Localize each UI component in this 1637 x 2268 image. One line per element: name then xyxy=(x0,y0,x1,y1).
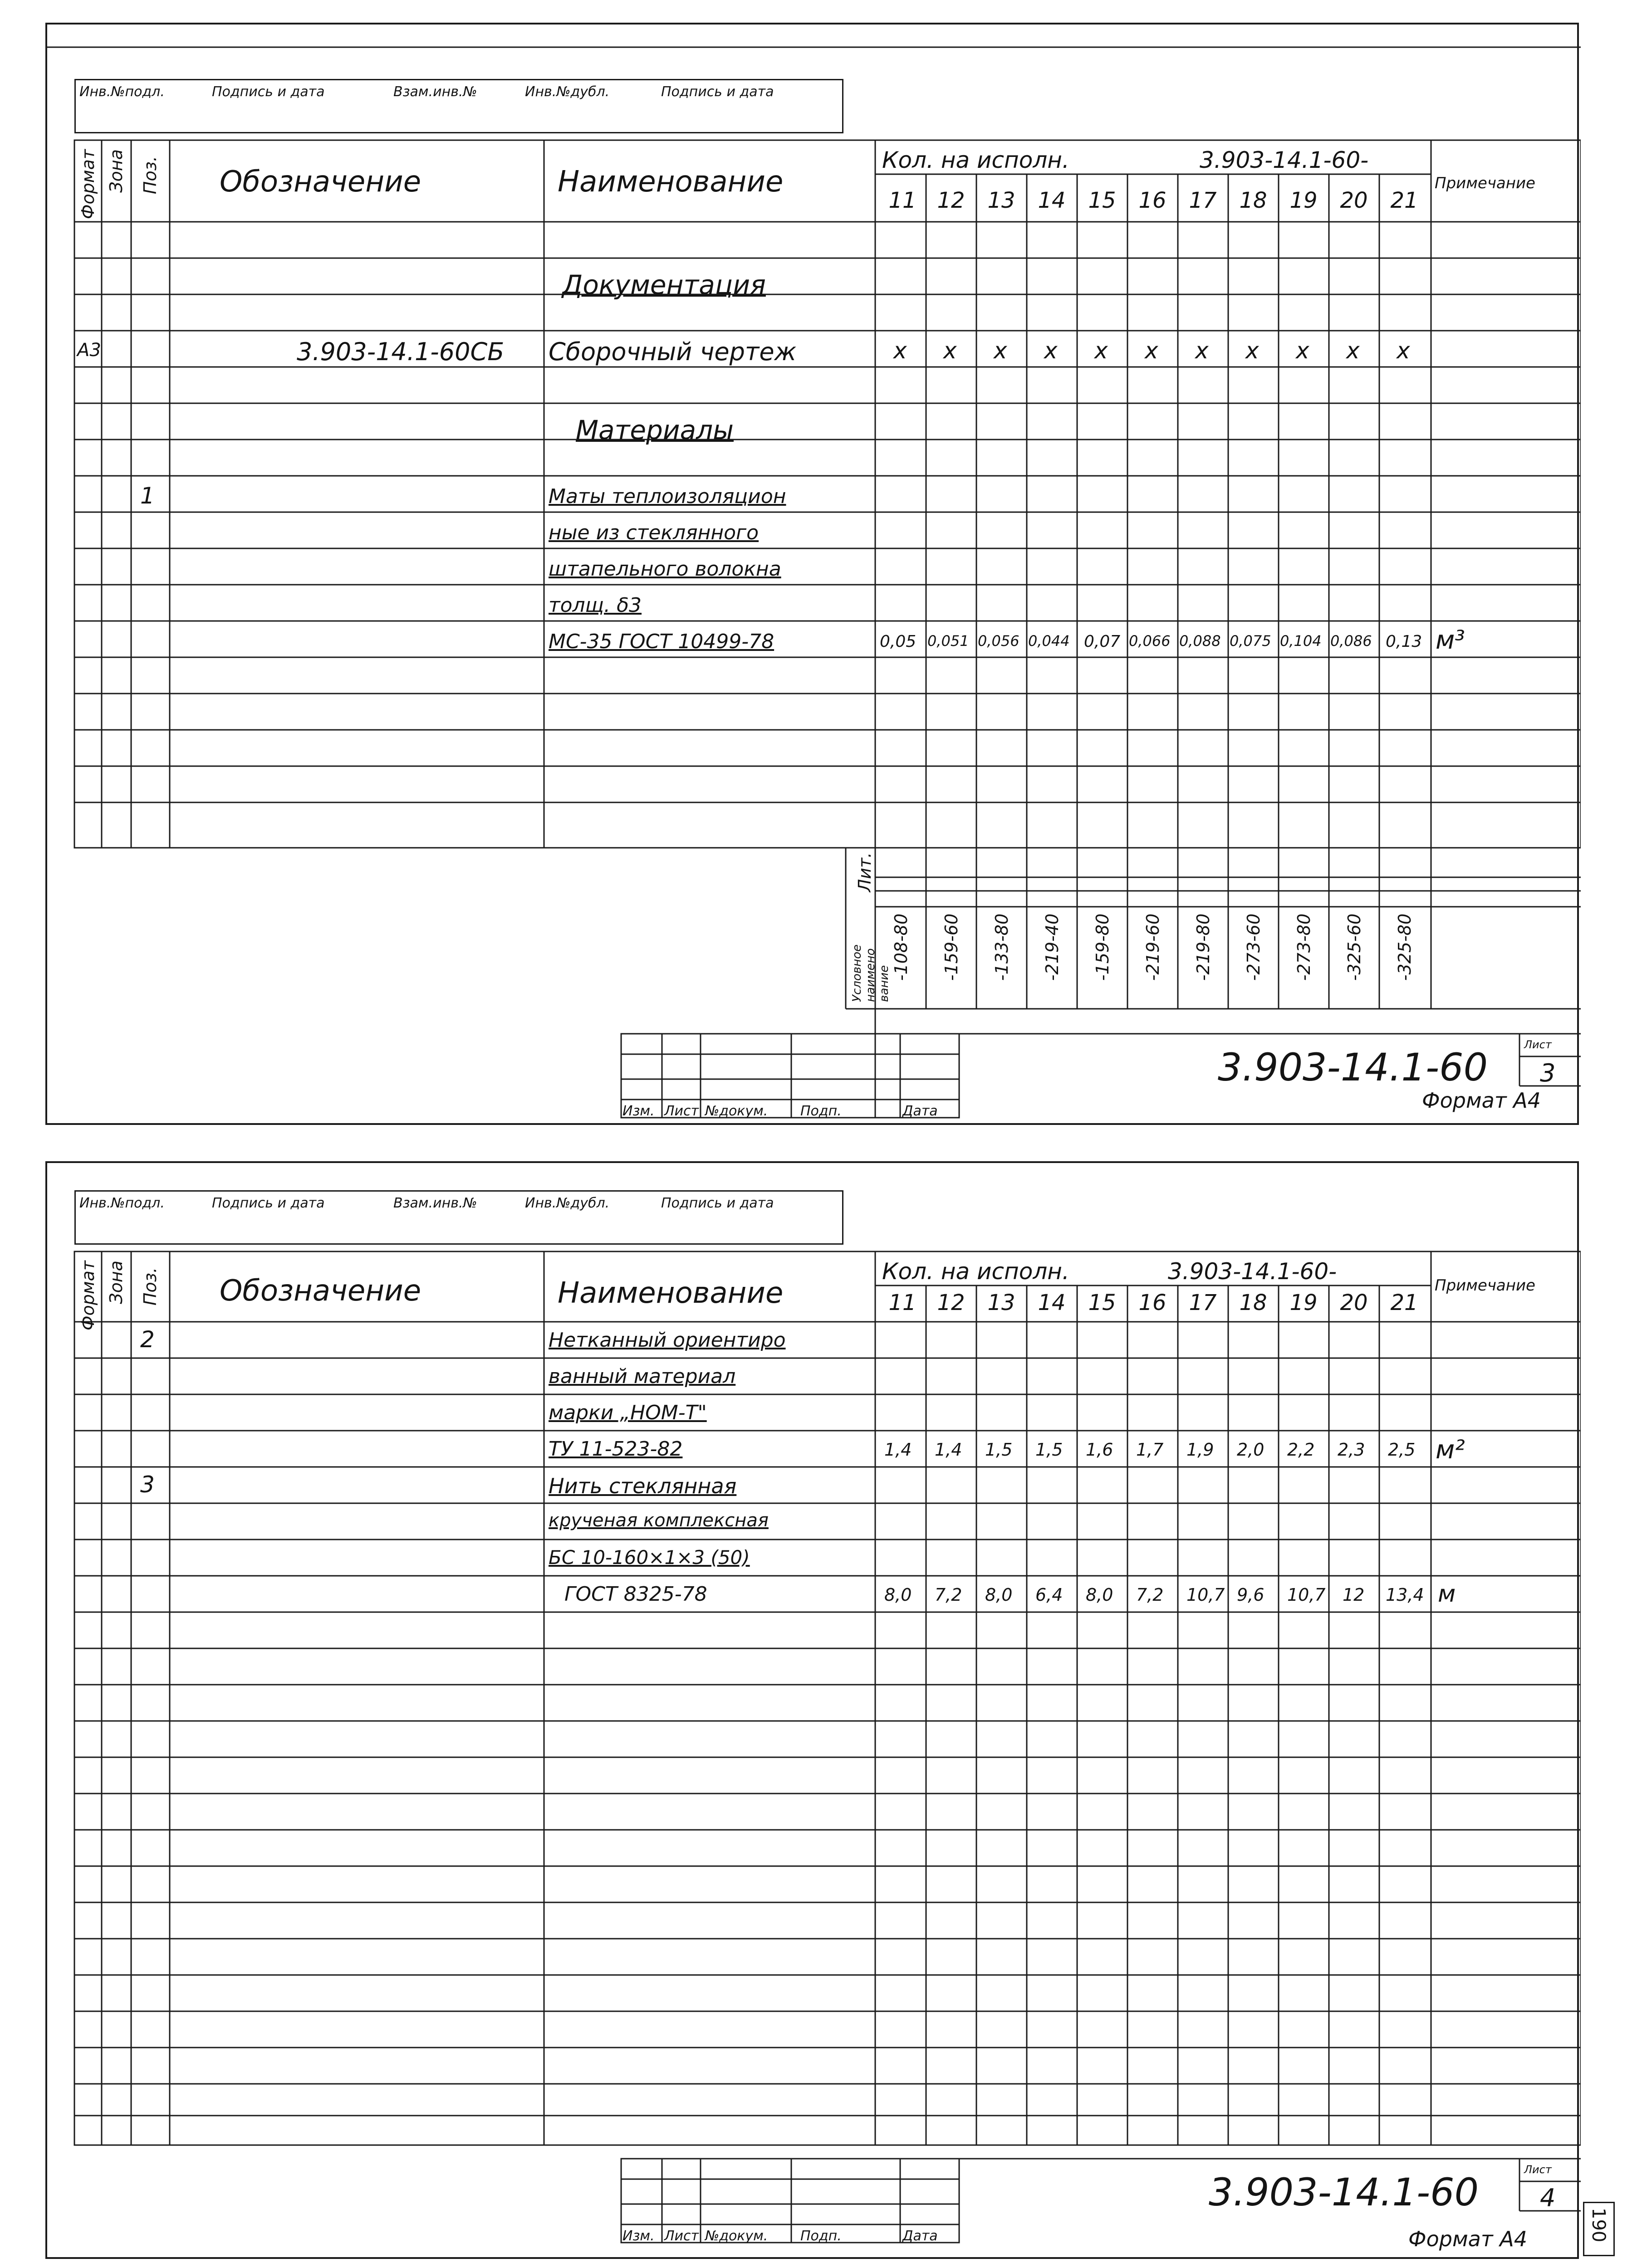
tb2-col-izm: Изм. xyxy=(622,2228,655,2244)
format-label: Формат А4 xyxy=(1422,1088,1541,1113)
qty-label-2: Кол. на исполн. xyxy=(882,1258,1069,1285)
asm-mark-19: х xyxy=(1296,337,1309,364)
sheet-1 xyxy=(45,23,1579,1125)
asm-name: Сборочный чертеж xyxy=(549,337,797,366)
item3-qty-11: 8,0 xyxy=(884,1585,912,1605)
item1-qty-15: 0,07 xyxy=(1084,632,1121,651)
item2-qty-21: 2,5 xyxy=(1388,1440,1416,1460)
stamp-label-inv-podl: Инв.№подл. xyxy=(79,84,165,100)
page-number: 190 xyxy=(1588,2208,1609,2243)
variant-11: 11 xyxy=(888,188,917,213)
tb2-col-date: Дата xyxy=(902,2228,938,2244)
note-header: Примечание xyxy=(1435,174,1535,192)
item2-qty-11: 1,4 xyxy=(884,1440,912,1460)
designation-header: Обозначение xyxy=(220,165,422,199)
tb-col-sign: Подп. xyxy=(800,1103,842,1119)
stamp-label-inv-dubl: Инв.№дубл. xyxy=(525,84,610,100)
variant-13: 13 xyxy=(987,188,1015,213)
variant-14: 14 xyxy=(1038,188,1066,213)
col2-pos-label: Поз. xyxy=(140,1267,160,1306)
item2-line-4: ТУ 11-523-82 xyxy=(549,1437,683,1461)
item2-qty-13: 1,5 xyxy=(985,1440,1013,1460)
variant-12: 12 xyxy=(937,188,965,213)
item2-qty-15: 1,6 xyxy=(1086,1440,1113,1460)
item2-qty-20: 2,3 xyxy=(1338,1440,1365,1460)
doc-code-2: 3.903-14.1-60 xyxy=(1209,2170,1479,2214)
cond-12: -159-60 xyxy=(941,914,961,981)
col-zone-label: Зона xyxy=(106,149,126,193)
item3-line-2: крученая комплексная xyxy=(549,1510,769,1531)
item1-qty-18: 0,075 xyxy=(1230,632,1271,650)
item1-qty-11: 0,05 xyxy=(880,632,917,651)
item2-qty-12: 1,4 xyxy=(935,1440,962,1460)
asm-designation: 3.903-14.1-60СБ xyxy=(297,337,505,366)
item1-qty-20: 0,086 xyxy=(1330,632,1372,650)
variant2-17: 17 xyxy=(1189,1290,1217,1315)
item2-line-3: марки „НОМ-Т" xyxy=(549,1401,707,1424)
item1-qty-19: 0,104 xyxy=(1280,632,1322,650)
item2-qty-18: 2,0 xyxy=(1237,1440,1265,1460)
variant-18: 18 xyxy=(1239,188,1267,213)
stamp-label-vzam: Взам.инв.№ xyxy=(393,84,477,100)
item2-line-1: Нетканный ориентиро xyxy=(549,1329,786,1352)
stamp2-label-sign-date-2: Подпись и дата xyxy=(661,1195,774,1211)
variant2-20: 20 xyxy=(1340,1290,1368,1315)
variant2-12: 12 xyxy=(937,1290,965,1315)
name-header: Наименование xyxy=(558,165,784,199)
stamp2-label-inv-podl: Инв.№подл. xyxy=(79,1195,165,1211)
col2-format-label: Формат xyxy=(78,1261,98,1331)
doc-code: 3.903-14.1-60 xyxy=(1218,1045,1488,1090)
qty-code: 3.903-14.1-60- xyxy=(1200,147,1369,173)
cond-15: -159-80 xyxy=(1093,914,1113,981)
asm-mark-17: х xyxy=(1195,337,1209,364)
stamp2-label-vzam: Взам.инв.№ xyxy=(393,1195,477,1211)
note-header-2: Примечание xyxy=(1435,1276,1535,1295)
cond-17: -219-80 xyxy=(1193,914,1213,981)
item3-qty-20: 12 xyxy=(1343,1585,1365,1605)
asm-mark-21: х xyxy=(1397,337,1410,364)
asm-mark-12: х xyxy=(943,337,957,364)
tb2-col-list: Лист xyxy=(664,2228,699,2244)
item3-line-1: Нить стеклянная xyxy=(549,1474,737,1498)
item1-qty-17: 0,088 xyxy=(1179,632,1221,650)
variant-15: 15 xyxy=(1088,188,1116,213)
asm-mark-11: х xyxy=(893,337,907,364)
variant2-21: 21 xyxy=(1390,1290,1418,1315)
stamp-label-sign-date: Подпись и дата xyxy=(212,84,325,100)
cond-11: -108-80 xyxy=(891,914,911,981)
variant-20: 20 xyxy=(1340,188,1368,213)
item3-qty-13: 8,0 xyxy=(985,1585,1013,1605)
item2-unit: м² xyxy=(1436,1435,1465,1465)
item3-qty-21: 13,4 xyxy=(1386,1585,1424,1605)
item3-qty-14: 6,4 xyxy=(1035,1585,1063,1605)
sheet-number-2: 4 xyxy=(1540,2184,1556,2212)
variant2-18: 18 xyxy=(1239,1290,1267,1315)
cond-19: -273-80 xyxy=(1294,914,1314,981)
sheet-label-2: Лист xyxy=(1524,2163,1552,2176)
asm-mark-20: х xyxy=(1346,337,1360,364)
item1-qty-13: 0,056 xyxy=(978,632,1019,650)
asm-format: А3 xyxy=(77,340,101,361)
stamp2-label-sign-date: Подпись и дата xyxy=(212,1195,325,1211)
variant2-16: 16 xyxy=(1138,1290,1166,1315)
item2-line-2: ванный материал xyxy=(549,1365,736,1388)
section-documentation: Документация xyxy=(562,269,766,300)
item1-pos: 1 xyxy=(140,483,155,509)
tb2-col-sign: Подп. xyxy=(800,2228,842,2244)
variant-16: 16 xyxy=(1138,188,1166,213)
section-materials: Материалы xyxy=(576,415,734,445)
item3-line-4: ГОСТ 8325-78 xyxy=(564,1583,707,1606)
item3-qty-16: 7,2 xyxy=(1136,1585,1164,1605)
item3-qty-17: 10,7 xyxy=(1186,1585,1225,1605)
cond-21: -325-80 xyxy=(1395,914,1415,981)
item1-unit: м³ xyxy=(1436,626,1465,655)
item1-qty-12: 0,051 xyxy=(927,632,969,650)
name-header-2: Наименование xyxy=(558,1276,784,1310)
cond-16: -219-60 xyxy=(1143,914,1163,981)
tb-col-list: Лист xyxy=(664,1103,699,1119)
item1-qty-21: 0,13 xyxy=(1386,632,1422,651)
sheet-label: Лист xyxy=(1524,1038,1552,1051)
item2-qty-16: 1,7 xyxy=(1136,1440,1164,1460)
variant2-11: 11 xyxy=(888,1290,917,1315)
cond-18: -273-60 xyxy=(1244,914,1264,981)
asm-mark-16: х xyxy=(1145,337,1158,364)
cond-13: -133-80 xyxy=(992,914,1012,981)
item3-qty-18: 9,6 xyxy=(1237,1585,1265,1605)
col-format-label: Формат xyxy=(78,149,98,220)
variant-17: 17 xyxy=(1189,188,1217,213)
cond-14: -219-40 xyxy=(1042,914,1062,981)
item1-line-4: толщ. δ3 xyxy=(549,594,642,617)
col2-zone-label: Зона xyxy=(106,1261,126,1304)
tb-col-izm: Изм. xyxy=(622,1103,655,1119)
variant-21: 21 xyxy=(1390,188,1418,213)
item2-qty-17: 1,9 xyxy=(1186,1440,1214,1460)
cond-20: -325-60 xyxy=(1344,914,1364,981)
asm-mark-14: х xyxy=(1044,337,1058,364)
col-pos-label: Поз. xyxy=(140,156,160,195)
item3-unit: м xyxy=(1438,1580,1456,1608)
item3-qty-12: 7,2 xyxy=(935,1585,962,1605)
item1-line-2: ные из стеклянного xyxy=(549,521,759,544)
item3-qty-15: 8,0 xyxy=(1086,1585,1113,1605)
item1-qty-16: 0,066 xyxy=(1129,632,1171,650)
qty-label: Кол. на исполн. xyxy=(882,147,1069,173)
sheet-2 xyxy=(45,1161,1609,2259)
item3-qty-19: 10,7 xyxy=(1287,1585,1326,1605)
spec-table-grid-2 xyxy=(47,1163,1581,2261)
stamp2-label-inv-dubl: Инв.№дубл. xyxy=(525,1195,610,1211)
item2-qty-14: 1,5 xyxy=(1035,1440,1063,1460)
tb-col-doc: №докум. xyxy=(705,1103,768,1119)
item2-qty-19: 2,2 xyxy=(1287,1440,1315,1460)
item3-pos: 3 xyxy=(140,1471,155,1498)
item3-line-3: БС 10-160×1×3 (50) xyxy=(549,1546,750,1569)
item1-line-5: МС-35 ГОСТ 10499-78 xyxy=(549,630,774,653)
item1-line-3: штапельного волокна xyxy=(549,557,781,581)
variant2-19: 19 xyxy=(1289,1290,1318,1315)
variant-19: 19 xyxy=(1289,188,1318,213)
sheet-number: 3 xyxy=(1540,1059,1556,1087)
tb2-col-doc: №докум. xyxy=(705,2228,768,2244)
item1-line-1: Маты теплоизоляцион xyxy=(549,485,786,508)
lit-label: Лит. xyxy=(855,852,875,892)
qty-code-2: 3.903-14.1-60- xyxy=(1168,1258,1337,1285)
tb-col-date: Дата xyxy=(902,1103,938,1119)
asm-mark-18: х xyxy=(1245,337,1259,364)
item2-pos: 2 xyxy=(140,1326,155,1353)
asm-mark-13: х xyxy=(994,337,1007,364)
variant2-14: 14 xyxy=(1038,1290,1066,1315)
item1-qty-14: 0,044 xyxy=(1028,632,1070,650)
variant2-15: 15 xyxy=(1088,1290,1116,1315)
page-number-box xyxy=(1583,2202,1615,2256)
format-label-2: Формат А4 xyxy=(1408,2227,1527,2251)
asm-mark-15: х xyxy=(1094,337,1108,364)
cond-name-label: Условное наимено вание xyxy=(850,944,891,1002)
variant2-13: 13 xyxy=(987,1290,1015,1315)
stamp-label-sign-date-2: Подпись и дата xyxy=(661,84,774,100)
designation-header-2: Обозначение xyxy=(220,1274,422,1308)
